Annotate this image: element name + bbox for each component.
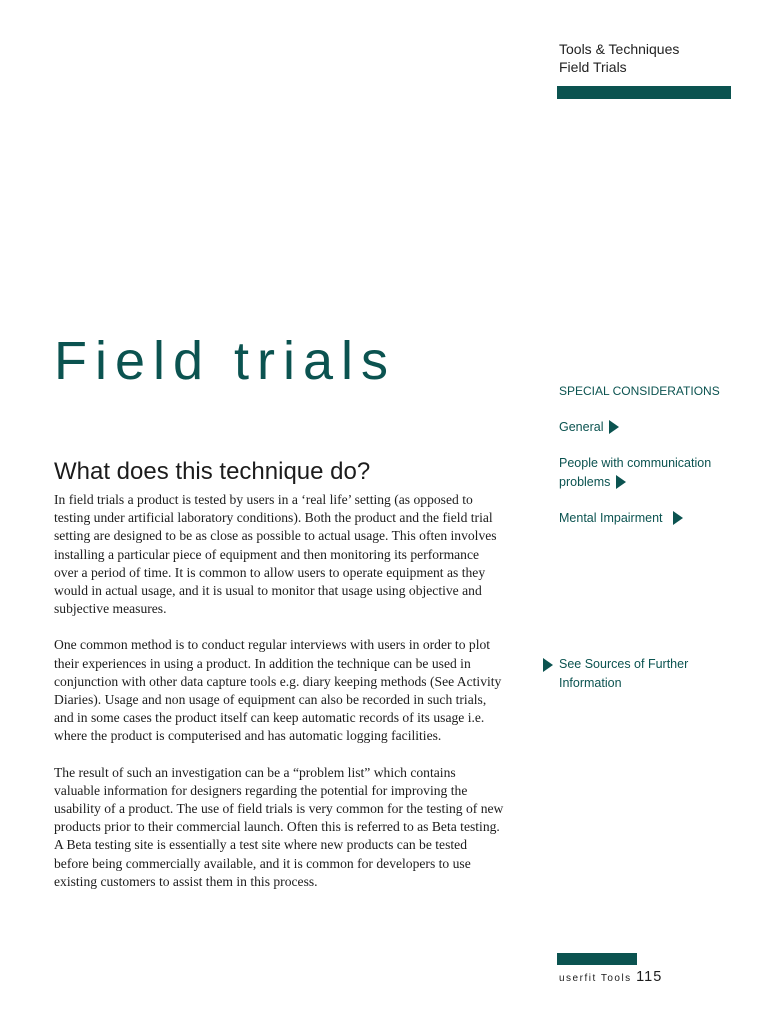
header-accent-bar (557, 86, 731, 99)
sidebar-link-label: People with communication (559, 456, 712, 470)
page-number: 115 (636, 969, 663, 985)
header-topic-label: Field Trials (559, 59, 627, 75)
footer-accent-bar (557, 953, 637, 965)
body-paragraph: The result of such an investigation can be a “problem list” which contains valuable information for designers regarding the potential for improving the usability of a product. The use of field trials is very common for the testing of new products prior to their commercial launch. Often this is referred to as Beta testing. A Beta testing site is essentially a test site where new products can be tested before being commercially available, and it is common for developers to use existing customers to assist them in this process. (54, 764, 504, 889)
sidebar-link-label: problems (559, 475, 611, 489)
running-header (559, 40, 739, 76)
triangle-right-icon (543, 658, 553, 672)
sidebar-link-label: Mental Impairment (559, 511, 663, 525)
see-sources-label: Information (559, 676, 622, 690)
triangle-right-icon (609, 420, 619, 434)
page-footer (559, 968, 662, 986)
sidebar-link-communication-problems[interactable] (559, 454, 749, 492)
sidebar-link-label: General (559, 420, 604, 434)
triangle-right-icon (673, 511, 683, 525)
special-considerations-sidebar (559, 382, 749, 528)
body-text (54, 491, 504, 909)
page-title: Field trials (54, 331, 397, 391)
sidebar-link-general[interactable] (559, 418, 749, 437)
section-heading: What does this technique do? (54, 458, 371, 485)
see-sources-link[interactable] (559, 655, 739, 693)
body-paragraph: In field trials a product is tested by users in a ‘real life’ setting (as opposed to testing under artificial laboratory conditions). Both the product and the field trial setting are designed to be as close as possible to actual usage. This often involves installing a particular piece of equipment and then monitoring its performance over a period of time. It is common to allow users to operate equipment as they would in actual usage, and it is usual to monitor that usage using objective and subjective measures. (54, 492, 497, 617)
body-paragraph: One common method is to conduct regular interviews with users in order to plot their experiences in using a product. In addition the technique can be used in conjunction with other data capture tools e.g. diary keeping methods (See Activity Diaries). Usage and non usage of equipment can also be recorded in such trials, and in some cases the product itself can keep automatic records of its usage i.e. where the product is computerised and has automatic logging facilities. (54, 637, 502, 744)
header-section-label: Tools & Techniques (559, 41, 680, 57)
sidebar-link-mental-impairment[interactable] (559, 509, 749, 528)
footer-brand: userfit Tools (559, 973, 632, 984)
see-sources-label: See Sources of Further (559, 657, 689, 671)
triangle-right-icon (616, 475, 626, 489)
sidebar-title: SPECIAL CONSIDERATIONS (559, 384, 720, 398)
